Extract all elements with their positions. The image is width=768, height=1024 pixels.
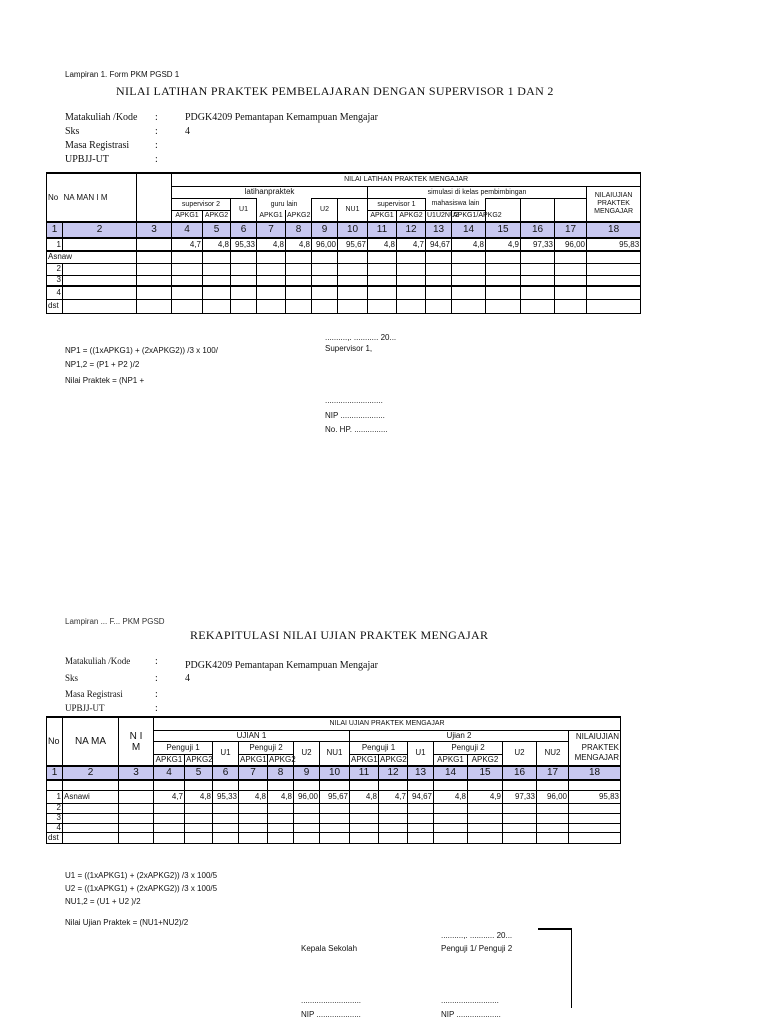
- row-number: 2: [47, 263, 63, 275]
- score-cell: 4,7: [379, 790, 408, 803]
- u1-header: U1: [231, 198, 257, 222]
- apkg2-header: APKG2: [286, 210, 312, 222]
- field-colon: :: [155, 140, 158, 151]
- col-nim-header: N I M: [119, 717, 154, 766]
- column-number-cell: 1: [47, 222, 63, 238]
- column-number-cell: 12: [379, 766, 408, 780]
- score-cell: 97,33: [521, 238, 555, 251]
- row-number: 2: [47, 803, 63, 813]
- apkg2-header: APKG2: [203, 210, 231, 222]
- column-number-cell: 13: [408, 766, 434, 780]
- student-name-cell: Asnawi: [63, 790, 119, 803]
- column-number-cell: 13: [426, 222, 452, 238]
- score-cell: 95,67: [338, 238, 368, 251]
- field-label-sks: Sks: [65, 673, 79, 683]
- score-cell: 94,67: [426, 238, 452, 251]
- field-value-matakuliah: PDGK4209 Pemantapan Kemampuan Mengajar: [185, 112, 379, 123]
- field-label-upbjj: UPBJJ-UT: [65, 703, 105, 713]
- field-colon: :: [155, 703, 158, 714]
- score-cell: 4,8: [203, 238, 231, 251]
- column-number-cell: 11: [368, 222, 397, 238]
- table-row: [47, 780, 621, 790]
- column-number-cell: 8: [286, 222, 312, 238]
- apkg1-header: APKG1: [172, 210, 203, 222]
- page1-title: NILAI LATIHAN PRAKTEK PEMBELAJARAN DENGAN SUPERVISOR 1 DAN 2: [116, 84, 554, 98]
- u1-header: U1: [213, 741, 239, 766]
- sign-nip: NIP ....................: [325, 411, 385, 420]
- column-number-cell: 3: [137, 222, 172, 238]
- lampiran-label: Lampiran 1. Form PKM PGSD 1: [65, 70, 180, 79]
- table-row: [47, 299, 641, 313]
- row-number: 1: [47, 238, 63, 251]
- table-row: [47, 803, 621, 813]
- sign-penguji: Penguji 1/ Penguji 2: [441, 944, 513, 953]
- sign-nip-kepala: NIP ....................: [301, 1010, 361, 1019]
- row-number: 4: [47, 823, 63, 832]
- col-nama-header: NA MA: [63, 717, 119, 766]
- u2-header: U2: [312, 198, 338, 222]
- column-number-cell: 15: [468, 766, 503, 780]
- score-cell: 4,7: [397, 238, 426, 251]
- empty-header: [555, 198, 587, 222]
- column-number-cell: 7: [257, 222, 286, 238]
- column-number-row: [47, 766, 621, 780]
- column-number-cell: 6: [231, 222, 257, 238]
- score-cell: 95,83: [587, 238, 641, 251]
- border-line: [571, 928, 572, 1008]
- table-main-header: NILAI UJIAN PRAKTEK MENGAJAR: [154, 717, 621, 730]
- field-value-matakuliah: PDGK4209 Pemantapan Kemampuan Mengajar: [185, 660, 379, 671]
- column-number-cell: 1: [47, 766, 63, 780]
- table-row: [47, 275, 641, 286]
- score-cell: [119, 790, 154, 803]
- table-row: [47, 790, 621, 803]
- column-number-cell: 2: [63, 766, 119, 780]
- column-number-cell: 17: [537, 766, 569, 780]
- score-cell: [137, 238, 172, 251]
- column-number-cell: 14: [434, 766, 468, 780]
- sign-date: ..........,. ........... 20...: [325, 333, 397, 342]
- apkg1-header: APKG1: [368, 210, 397, 222]
- score-cell: 4,8: [452, 238, 486, 251]
- score-cell: 96,00: [537, 790, 569, 803]
- score-cell: 4,7: [154, 790, 185, 803]
- sign-nip-penguji: NIP ....................: [441, 1010, 501, 1019]
- sign-line-penguji: ..........................: [441, 996, 499, 1005]
- score-cell: 4,8: [268, 790, 294, 803]
- apkg1-header: APKG1: [154, 754, 185, 766]
- penguji1-header: Penguji 1: [154, 741, 213, 754]
- column-number-cell: 9: [294, 766, 320, 780]
- score-cell: 96,00: [294, 790, 320, 803]
- column-number-cell: 17: [555, 222, 587, 238]
- col-no-header: No: [47, 173, 63, 222]
- field-label-sks: Sks: [65, 126, 80, 137]
- ujian1-header: UJIAN 1: [154, 730, 350, 741]
- penguji1-header: Penguji 1: [350, 741, 408, 754]
- empty-header: [521, 198, 555, 222]
- table-row: [47, 263, 641, 275]
- sign-line: ..........................: [325, 396, 383, 405]
- field-colon: :: [155, 656, 158, 667]
- nu1-header: NU1: [338, 198, 368, 222]
- table-row: [47, 286, 641, 299]
- column-number-cell: 12: [397, 222, 426, 238]
- formula-np1: NP1 = ((1xAPKG1) + (2xAPKG2)) /3 x 100/: [65, 346, 218, 355]
- sign-kepala-sekolah: Kepala Sekolah: [301, 944, 358, 953]
- column-number-cell: 16: [503, 766, 537, 780]
- table-row: [47, 823, 621, 832]
- field-value-sks: 4: [185, 673, 190, 684]
- table-row: [47, 832, 621, 843]
- formula-u2: U2 = ((1xAPKG1) + (2xAPKG2)) /3 x 100/5: [65, 884, 218, 893]
- score-cell: 96,00: [312, 238, 338, 251]
- column-number-cell: 15: [486, 222, 521, 238]
- apkg1-header: APKG1: [239, 754, 268, 766]
- u1u2nu2-header: U1U2NU2: [426, 210, 452, 222]
- formula-nilai-ujian: Nilai Ujian Praktek = (NU1+NU2)/2: [65, 918, 189, 927]
- col-nama-header: NA MAN I M: [63, 173, 137, 222]
- apkg1-header: APKG1: [434, 754, 468, 766]
- apkg1-header: APKG1: [257, 210, 286, 222]
- lampiran-cut-label: Lampiran ... F... PKM PGSD: [65, 617, 165, 626]
- ujian2-header: Ujian 2: [350, 730, 569, 741]
- column-number-cell: 10: [338, 222, 368, 238]
- dst-label: dst: [47, 299, 63, 313]
- table-row: [47, 238, 641, 251]
- field-label-matakuliah: Matakuliah /Kode: [65, 656, 131, 666]
- field-colon: :: [155, 689, 158, 700]
- formula-nu12: NU1,2 = (U1 + U2 )/2: [65, 897, 141, 906]
- field-colon: :: [155, 126, 158, 137]
- score-cell: 94,67: [408, 790, 434, 803]
- apkg2-header: APKG2: [468, 754, 503, 766]
- student-name-cell: Asnaw: [47, 251, 137, 263]
- column-number-cell: 10: [320, 766, 350, 780]
- column-number-cell: 14: [452, 222, 486, 238]
- score-cell: 4,7: [172, 238, 203, 251]
- col-nim-header: [137, 173, 172, 222]
- guru-lain-header: guru lain: [257, 198, 312, 210]
- score-cell: 95,83: [569, 790, 621, 803]
- apkg1-apkg2-header: APKG1/APKG2: [452, 210, 486, 222]
- sign-date: ..........,. ........... 20...: [441, 931, 513, 940]
- score-cell: 95,33: [231, 238, 257, 251]
- penguji2-header: Penguji 2: [434, 741, 503, 754]
- score-cell: 95,33: [213, 790, 239, 803]
- sign-line-kepala: ...........................: [301, 996, 362, 1005]
- row-number: 1: [47, 790, 63, 803]
- row-number: 3: [47, 813, 63, 823]
- sign-hp: No. HP. ...............: [325, 425, 388, 434]
- formula-u1: U1 = ((1xAPKG1) + (2xAPKG2)) /3 x 100/5: [65, 871, 218, 880]
- u2-header: U2: [294, 741, 320, 766]
- score-cell: 4,8: [286, 238, 312, 251]
- score-cell: 97,33: [503, 790, 537, 803]
- nu2-header: NU2: [537, 741, 569, 766]
- column-number-cell: 7: [239, 766, 268, 780]
- column-number-cell: 3: [119, 766, 154, 780]
- column-number-cell: 9: [312, 222, 338, 238]
- row-number: 3: [47, 275, 63, 286]
- u1-header: U1: [408, 741, 434, 766]
- field-value-sks: 4: [185, 126, 190, 137]
- column-number-cell: 6: [213, 766, 239, 780]
- apkg2-header: APKG2: [397, 210, 426, 222]
- formula-nilai-praktek: Nilai Praktek = (NP1 +: [65, 376, 145, 385]
- student-name-cell: [63, 238, 137, 251]
- page2-title: REKAPITULASI NILAI UJIAN PRAKTEK MENGAJAR: [190, 628, 489, 642]
- score-cell: 4,8: [350, 790, 379, 803]
- simulasi-header: simulasi di kelas pembimbingan: [368, 186, 587, 198]
- score-cell: 4,8: [434, 790, 468, 803]
- apkg1-header: APKG1: [350, 754, 379, 766]
- row-number: 4: [47, 286, 63, 299]
- formula-np12: NP1,2 = (P1 + P2 )/2: [65, 360, 140, 369]
- score-cell: 4,9: [486, 238, 521, 251]
- exam-recap-table: [46, 716, 621, 844]
- score-cell: 95,67: [320, 790, 350, 803]
- score-cell: 4,8: [239, 790, 268, 803]
- apkg2-header: APKG2: [185, 754, 213, 766]
- column-number-cell: 8: [268, 766, 294, 780]
- table-main-header: NILAI LATIHAN PRAKTEK MENGAJAR: [172, 173, 641, 186]
- col-no-header: No: [47, 717, 63, 766]
- field-colon: :: [155, 673, 158, 684]
- penguji2-header: Penguji 2: [239, 741, 294, 754]
- field-label-upbjj: UPBJJ-UT: [65, 154, 109, 165]
- field-colon: :: [155, 112, 158, 123]
- column-number-row: [47, 222, 641, 238]
- practice-score-table: [46, 172, 641, 314]
- nu1-header: NU1: [320, 741, 350, 766]
- column-number-cell: 18: [569, 766, 621, 780]
- dst-label: dst: [47, 832, 63, 843]
- u2-header: U2: [503, 741, 537, 766]
- column-number-cell: 5: [185, 766, 213, 780]
- sign-role: Supervisor 1,: [325, 344, 373, 353]
- field-label-masa-registrasi: Masa Registrasi: [65, 140, 130, 151]
- score-cell: 96,00: [555, 238, 587, 251]
- column-number-cell: 5: [203, 222, 231, 238]
- column-number-cell: 4: [172, 222, 203, 238]
- supervisor2-header: supervisor 2: [172, 198, 231, 210]
- border-line: [538, 928, 572, 930]
- nilai-ujian-header: NILAIUJIAN PRAKTEK MENGAJAR: [587, 186, 641, 222]
- apkg2-header: APKG2: [268, 754, 294, 766]
- field-label-matakuliah: Matakuliah /Kode: [65, 112, 138, 123]
- field-label-masa-registrasi: Masa Registrasi: [65, 689, 123, 699]
- mahasiswa-lain-header: mahasiswa lain: [426, 198, 486, 210]
- apkg2-header: APKG2: [379, 754, 408, 766]
- latihan-header: latihanpraktek: [172, 186, 368, 198]
- column-number-cell: 2: [63, 222, 137, 238]
- score-cell: 4,8: [257, 238, 286, 251]
- column-number-cell: 18: [587, 222, 641, 238]
- table-row: [47, 813, 621, 823]
- supervisor1-header: supervisor 1: [368, 198, 426, 210]
- column-number-cell: 4: [154, 766, 185, 780]
- score-cell: 4,9: [468, 790, 503, 803]
- column-number-cell: 11: [350, 766, 379, 780]
- score-cell: 4,8: [368, 238, 397, 251]
- nilai-ujian-header: NILAIUJIAN PRAKTEK MENGAJAR: [569, 730, 621, 766]
- field-colon: :: [155, 154, 158, 165]
- column-number-cell: 16: [521, 222, 555, 238]
- score-cell: 4,8: [185, 790, 213, 803]
- table-row: [47, 251, 641, 263]
